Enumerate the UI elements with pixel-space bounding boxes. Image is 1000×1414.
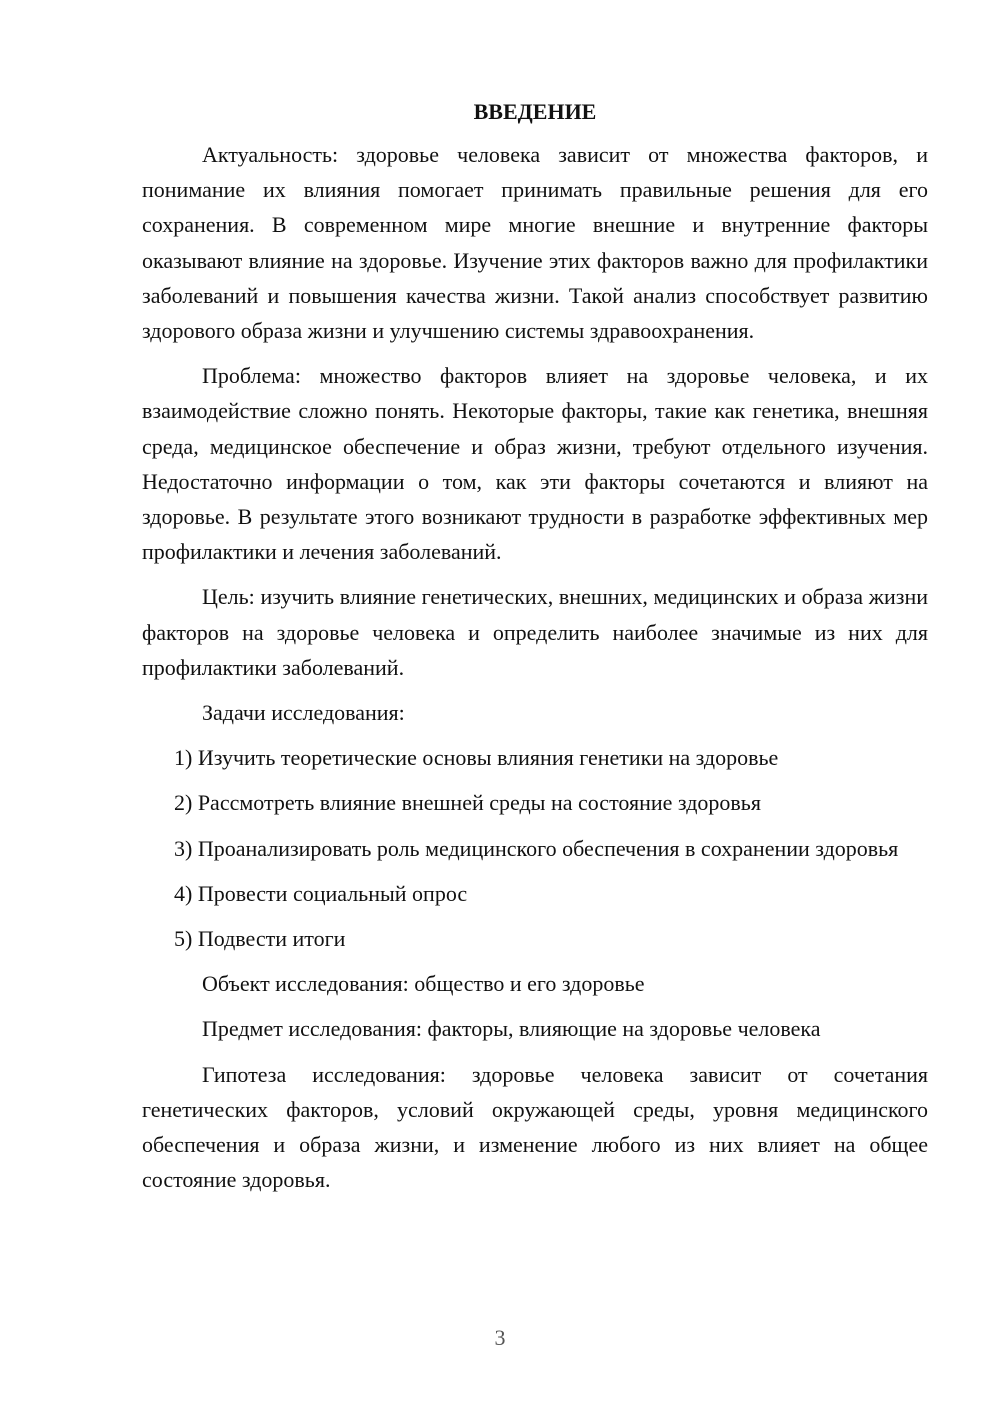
object-paragraph: Объект исследования: общество и его здоровье — [202, 971, 645, 997]
page-number: 3 — [494, 1325, 506, 1350]
task-item: 3) Проанализировать роль медицинского обеспечения в сохранении здоровья — [174, 835, 899, 861]
section-title: ВВЕДЕНИЕ — [473, 99, 597, 124]
task-item: 1) Изучить теоретические основы влияния генетики на здоровье — [174, 745, 779, 771]
relevance-paragraph: Актуальность: здоровье человека зависит от множества факторов, и понимание их влияния помогает принимать правильные решения для его сохранения. В современном мире многие внешние и внутренние факторы оказывают влияние на здоровье. Изучение этих факторов важно для профилактики заболеваний и повышения качества жизни. Такой анализ способствует развитию здорового образа жизни и улучшению системы здравоохранения. — [142, 142, 928, 344]
task-item: 5) Подвести итоги — [174, 926, 346, 952]
subject-paragraph: Предмет исследования: факторы, влияющие на здоровье человека — [202, 1016, 821, 1042]
problem-paragraph: Проблема: множество факторов влияет на здоровье человека, и их взаимодействие сложно понять. Некоторые факторы, такие как генетика, внешняя среда, медицинское обеспечение и образ жизни, требуют отдельного изучения. Недостаточно информации о том, как эти факторы сочетаются и влияют на здоровье. В результате этого возникают трудности в разработке эффективных мер профилактики и лечения заболеваний. — [142, 363, 928, 565]
document-page — [142, 94, 928, 1207]
goal-paragraph: Цель: изучить влияние генетических, внешних, медицинских и образа жизни факторов на здоровье человека и определить наиболее значимые из них для профилактики заболеваний. — [142, 584, 928, 680]
tasks-heading: Задачи исследования: — [202, 700, 405, 726]
hypothesis-paragraph: Гипотеза исследования: здоровье человека зависит от сочетания генетических факторов, условий окружающей среды, уровня медицинского обеспечения и образа жизни, и изменение любого из них влияет на общее состояние здоровья. — [142, 1061, 928, 1193]
task-item: 2) Рассмотреть влияние внешней среды на состояние здоровья — [174, 790, 761, 816]
task-item: 4) Провести социальный опрос — [174, 880, 468, 906]
